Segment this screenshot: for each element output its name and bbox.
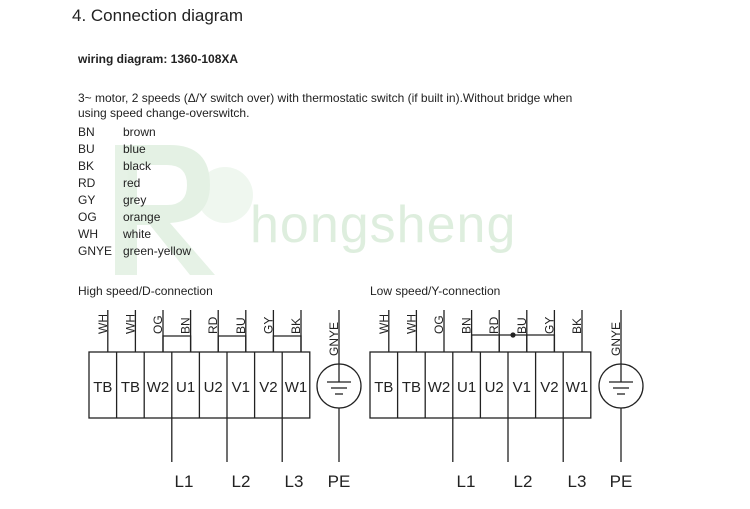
watermark-text: hongsheng xyxy=(250,196,517,254)
wire-color-label: GY xyxy=(542,316,557,334)
terminal-bridge xyxy=(273,336,301,352)
supply-label: PE xyxy=(327,472,351,491)
wire-color-label: WH xyxy=(404,314,419,334)
supply-label: PE xyxy=(609,472,633,491)
wire-color-label: BN xyxy=(178,317,193,334)
terminal-label: U1 xyxy=(457,379,477,396)
legend-name: white xyxy=(123,227,152,241)
wire-color-label: OG xyxy=(432,315,446,334)
wire-color-label: BN xyxy=(459,317,474,334)
wire-color-label: WH xyxy=(95,314,110,334)
terminal-label: V2 xyxy=(259,379,278,396)
legend-name: green-yellow xyxy=(123,244,192,258)
terminal-label: U2 xyxy=(484,379,504,396)
terminal-label: W1 xyxy=(284,379,308,396)
high-speed-title: High speed/D-connection xyxy=(78,284,213,298)
supply-label: L3 xyxy=(567,472,587,491)
legend-name: brown xyxy=(123,125,156,139)
supply-label: L2 xyxy=(513,472,533,491)
legend-code: BU xyxy=(78,142,95,156)
supply-label: L1 xyxy=(174,472,194,491)
legend-name: blue xyxy=(123,142,146,156)
supply-label: L2 xyxy=(231,472,251,491)
legend-code: OG xyxy=(78,210,97,224)
wire-color-label: RD xyxy=(206,316,221,334)
legend-code: BN xyxy=(78,125,95,139)
wire-color-label: WH xyxy=(376,314,391,334)
wire-color-label: BK xyxy=(570,317,584,334)
terminal-label: TB xyxy=(374,379,394,396)
page-heading: 4. Connection diagram xyxy=(72,6,244,25)
terminal-label: V2 xyxy=(540,379,559,396)
terminal-label: W1 xyxy=(565,379,589,396)
supply-label: L3 xyxy=(284,472,304,491)
wire-color-label: GY xyxy=(261,316,276,334)
low-speed-title: Low speed/Y-connection xyxy=(370,284,501,298)
wire-color-label: BU xyxy=(233,317,248,334)
legend-code: BK xyxy=(78,159,95,173)
terminal-label: TB xyxy=(93,379,113,396)
legend-name: black xyxy=(123,159,152,173)
legend-code: RD xyxy=(78,176,96,190)
earth-wire-label: GNYE xyxy=(609,321,623,356)
legend-name: grey xyxy=(123,193,147,207)
legend-name: red xyxy=(123,176,141,190)
terminal-label: TB xyxy=(120,379,140,396)
wire-color-label: BU xyxy=(514,317,529,334)
wire-color-label: OG xyxy=(151,315,165,334)
wire-color-label: WH xyxy=(123,314,138,334)
terminal-label: TB xyxy=(401,379,421,396)
wire-color-label: BK xyxy=(289,317,303,334)
terminal-label: U1 xyxy=(176,379,196,396)
legend-name: orange xyxy=(123,210,161,224)
star-point xyxy=(510,332,515,337)
legend-code: GY xyxy=(78,193,96,207)
terminal-label: W2 xyxy=(427,379,451,396)
terminal-label: W2 xyxy=(146,379,170,396)
terminal-label: U2 xyxy=(203,379,223,396)
terminal-bridge xyxy=(218,336,246,352)
earth-wire-label: GNYE xyxy=(327,321,341,356)
terminal-bridge xyxy=(163,336,191,352)
legend-code: GNYE xyxy=(78,244,113,258)
motor-description: 3~ motor, 2 speeds (Δ/Y switch over) with thermostatic switch (if built in).Without bridge when using speed change-overswitch. xyxy=(78,91,573,120)
supply-label: L1 xyxy=(456,472,476,491)
terminal-label: V1 xyxy=(231,379,250,396)
wiring-diagram-code: wiring diagram: 1360-108XA xyxy=(78,52,239,66)
wire-color-label: RD xyxy=(487,316,502,334)
legend-code: WH xyxy=(78,227,98,241)
terminal-label: V1 xyxy=(512,379,531,396)
